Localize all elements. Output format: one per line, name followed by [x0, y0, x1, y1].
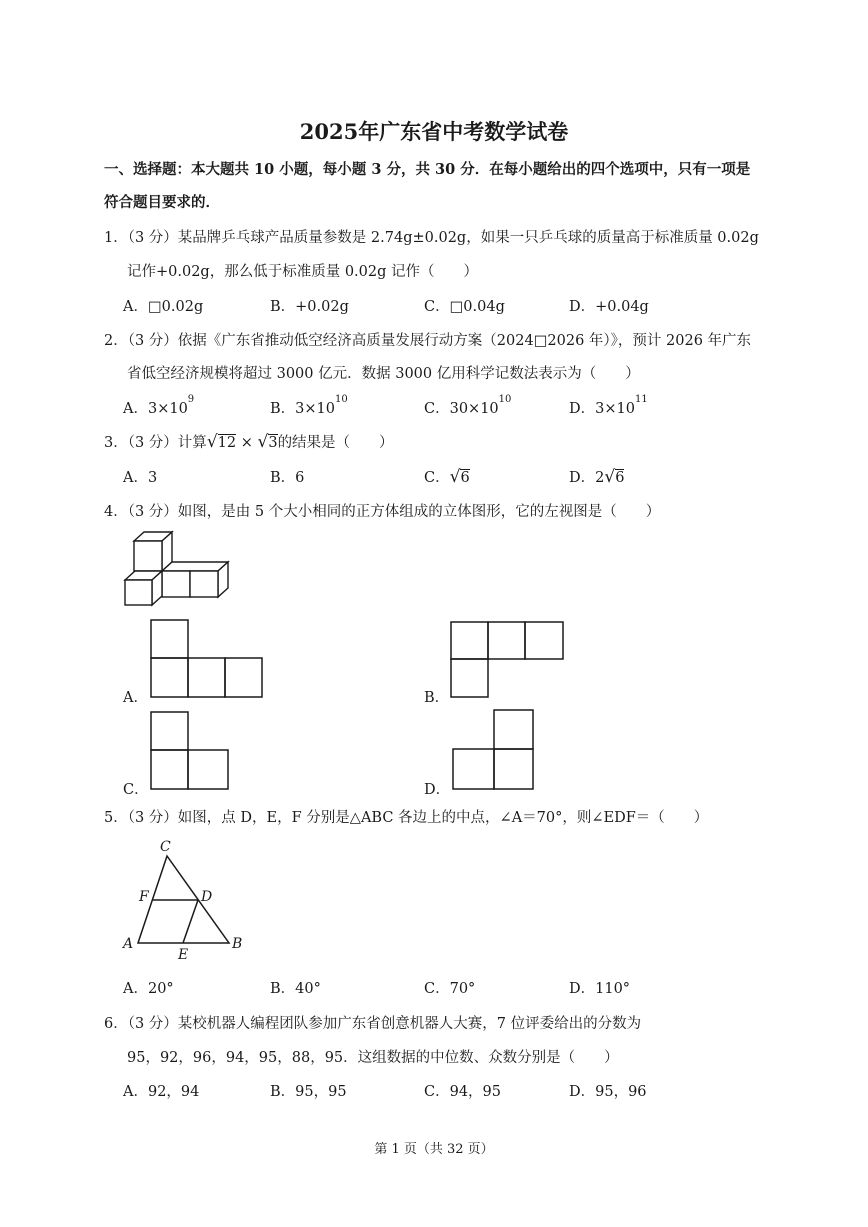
- q2-option-a: A．$3\times 10^9$: [123, 394, 195, 417]
- q4-stem: 4．（3 分）如图，是由 5 个大小相同的正方体组成的立体图形，它的左视图是（ ）: [104, 504, 661, 520]
- page-title: 2025年广东省中考数学试卷: [299, 119, 569, 144]
- point-label-e: E: [178, 947, 189, 963]
- radicand: 12: [217, 435, 237, 451]
- q6-stem-line1: 6．（3 分）某校机器人编程团队参加广东省创意机器人大赛，7 位评委给出的分数为: [104, 1016, 642, 1032]
- q3-option-a: A．3: [123, 470, 158, 486]
- q6-option-c: C．94，95: [424, 1084, 501, 1100]
- q3-option-b: B．6: [270, 470, 305, 486]
- sqrt-sign: √: [257, 432, 269, 452]
- point-label-c: C: [160, 839, 171, 855]
- q5-option-d: D．110°: [569, 981, 631, 997]
- q2-option-b: B．$3\times 10^{10}$: [270, 394, 348, 417]
- q1-option-d: D．+0.04g: [569, 299, 649, 315]
- q5-option-b: B．40°: [270, 981, 321, 997]
- q6-option-b: B．95，95: [270, 1084, 347, 1100]
- sqrt-sign: √: [449, 467, 461, 487]
- point-label-d: D: [201, 889, 213, 905]
- q5-triangle-figure: [115, 836, 250, 961]
- q4-option-b-label: B．: [424, 690, 450, 706]
- q3-option-d: D．2√6: [569, 467, 625, 487]
- sqrt-sign: √: [604, 467, 616, 487]
- q6-stem-line2: 95，92，96，94，95，88，95．这组数据的中位数、众数分别是（ ）: [127, 1050, 619, 1066]
- point-label-a: A: [123, 936, 134, 952]
- q2-stem-line1: 2．（3 分）依据《广东省推动低空经济高质量发展行动方案（2024□2026 年）》，预计 2026 年广东: [104, 333, 752, 349]
- q4-solid-figure: [120, 528, 235, 610]
- q4-option-a-figure: [150, 619, 263, 698]
- q2-option-c: C．$30\times 10^{10}$: [424, 394, 512, 417]
- q4-option-b-figure: [450, 621, 565, 698]
- q6-option-a: A．92，94: [123, 1084, 200, 1100]
- q4-option-d-label: D．: [424, 782, 451, 798]
- q6-option-d: D．95，96: [569, 1084, 647, 1100]
- q3-option-c: C．√6: [424, 467, 470, 487]
- q5-option-c: C．70°: [424, 981, 476, 997]
- q4-option-c-figure: [150, 711, 230, 791]
- q3-stem: 3．（3 分）计算√12 × √3的结果是（ ）: [104, 432, 394, 452]
- section-heading-line2: 符合题目要求的．: [104, 194, 220, 211]
- page-footer: 第 1 页（共 32 页）: [374, 1142, 494, 1157]
- q1-stem-line2: 记作+0.02g，那么低于标准质量 0.02g 记作（ ）: [127, 264, 479, 280]
- q5-stem: 5．（3 分）如图，点 D，E，F 分别是△ABC 各边上的中点，∠A＝70°，则∠EDF＝（ ）: [104, 810, 709, 826]
- q4-option-d-figure: [451, 709, 535, 791]
- point-label-f: F: [139, 889, 149, 905]
- q1-option-b: B．+0.02g: [270, 299, 349, 315]
- q2-stem-line2: 省低空经济规模将超过 3000 亿元．数据 3000 亿用科学记数法表示为（ ）: [127, 366, 640, 382]
- q4-option-c-label: C．: [123, 782, 149, 798]
- q4-option-a-label: A．: [123, 690, 148, 706]
- sqrt-sign: √: [206, 432, 218, 452]
- q1-option-c: C．□0.04g: [424, 299, 505, 315]
- section-heading-line1: 一、选择题：本大题共 10 小题，每小题 3 分，共 30 分．在每小题给出的四个选项中，只有一项是: [104, 161, 751, 178]
- q1-option-a: A．□0.02g: [123, 299, 204, 315]
- q1-stem-line1: 1．（3 分）某品牌乒乓球产品质量参数是 2.74g±0.02g，如果一只乒乓球的质量高于标准质量 0.02g: [104, 230, 759, 246]
- radicand: 3: [268, 435, 278, 451]
- q5-option-a: A．20°: [123, 981, 174, 997]
- q2-option-d: D．$3\times 10^{11}$: [569, 394, 648, 417]
- point-label-b: B: [232, 936, 243, 952]
